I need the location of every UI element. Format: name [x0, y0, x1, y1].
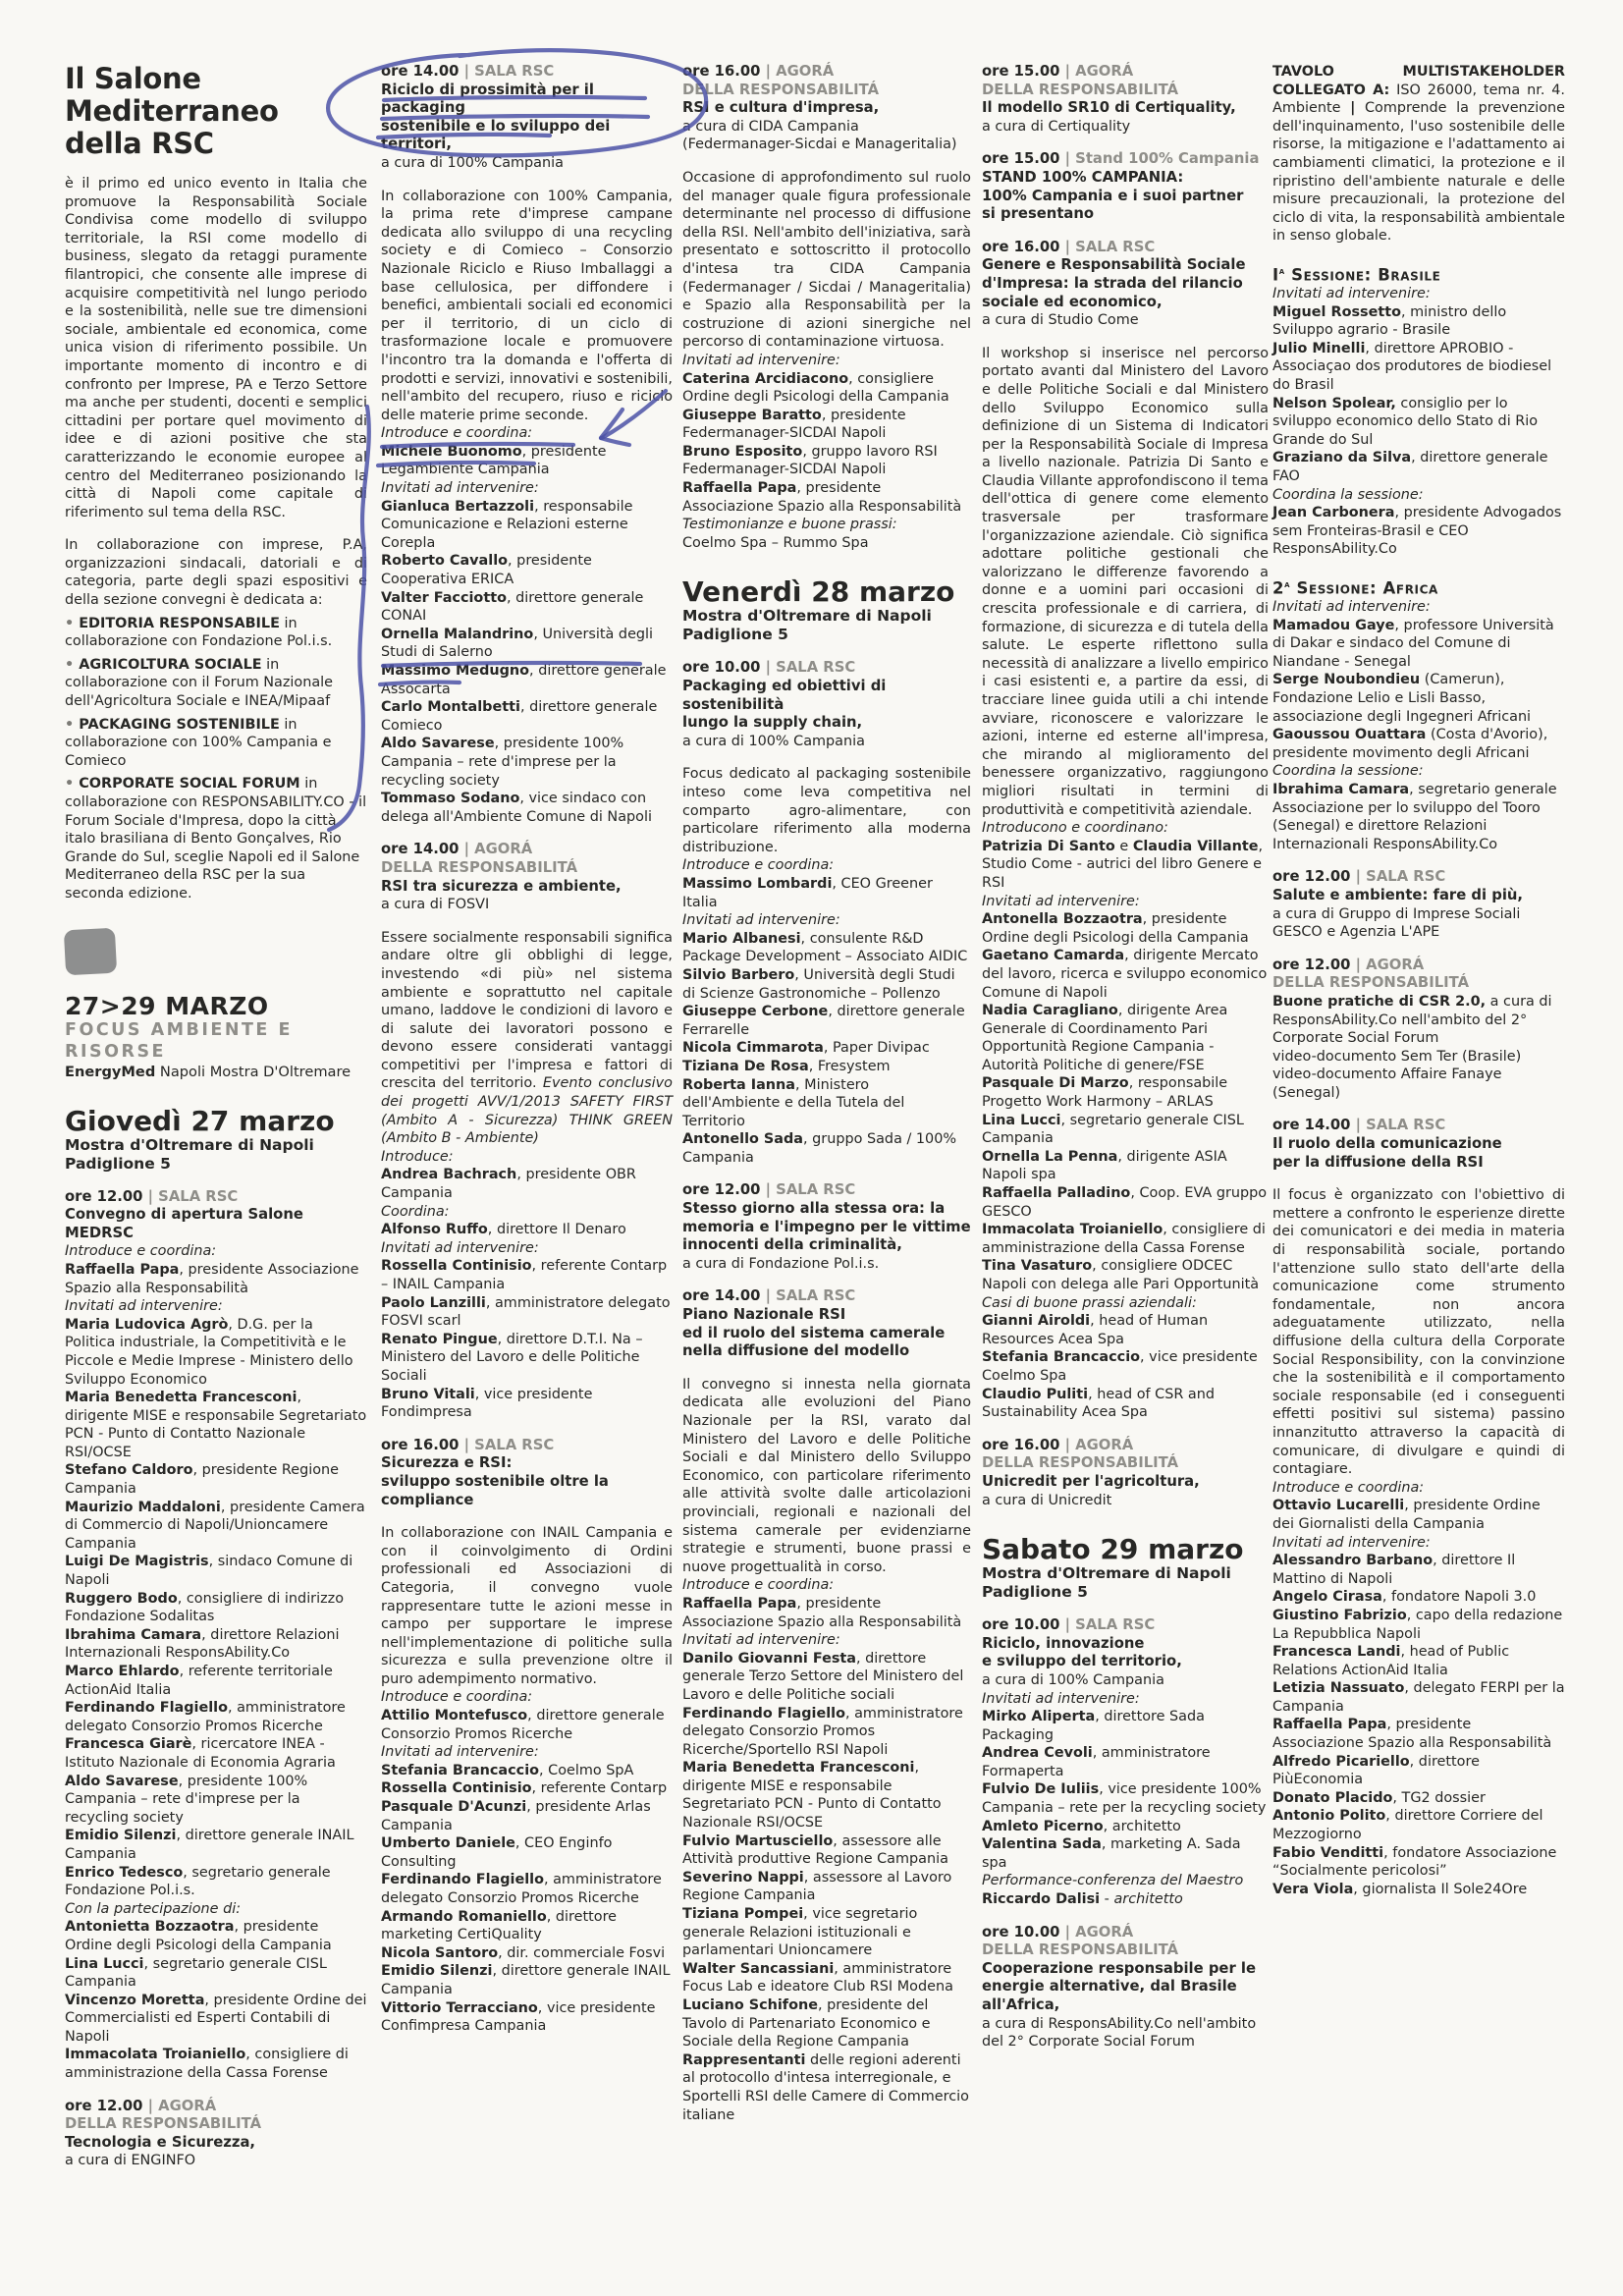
speaker-entry: Mario Albanesi, consulente R&D Package Development – Associato AIDIC [682, 930, 968, 965]
speaker-entry: Nicola Santoro, dir. commerciale Fosvi [381, 1944, 666, 1961]
session-time: ore 10.00 | SALA RSC [982, 1616, 1156, 1634]
paragraph: Essere socialmente responsabili significa andare oltre gli obblighi di legge, investendo «di più» nel sistema ambiente e soprattutto nel capitale umano, laddove le condizioni di lavoro e di salute dei lavoratori possono e devono essere considerati vantaggi competitivi per l'impresa e fattori di crescita del territorio. Evento conclusivo dei progetti AVV/1/2013 SAFETY FIRST (Ambito A - Sicurezza) THINK GREEN (Ambito B - Ambiente) [381, 929, 673, 1147]
paragraph: è il primo ed unico evento in Italia che promuove la Responsabilità Sociale Condivisa come modello di sviluppo territoriale, la RSI come modello di business, slegato da retaggi puramente filantropici, che consente alle imprese di acquisire competitività nel lungo periodo e la sostenibilità, nelle sue tre dimensioni sociale, ambientale ed economica, come unica vision di riferimento possibile. Un importante momento di incontro e di confronto per Imprese, PA e Terzo Settore ma anche per studenti, docenti e semplici cittadini per portare quel movimento di idee e di azioni positive che sta caratterizzando le economie europee al centro del Mediterraneo posizionando la città di Napoli come capitale di riferimento sul tema della RSC. [65, 176, 367, 520]
session-title: Stesso giorno alla stessa ora: la memoria e l'impegno per le vittime innocenti della criminalità, [682, 1200, 971, 1254]
role-label: Casi di buone prassi aziendali: [982, 1294, 1197, 1311]
speaker-entry: Vittorio Terracciano, vice presidente Confimpresa Campania [381, 1999, 656, 2035]
column-2 [381, 63, 673, 2036]
speaker-entry: Gaoussou Ouattara (Costa d'Avorio), presidente movimento degli Africani [1272, 727, 1548, 761]
role-label: Invitati ad intervenire: [682, 912, 840, 929]
event-logo [64, 927, 117, 975]
role-label: Invitati ad intervenire: [1272, 1534, 1431, 1551]
speaker-entry: Fabio Venditti, fondatore Associazione “Socialmente pericolosi” [1272, 1844, 1557, 1880]
paragraph: In collaborazione con INAIL Campania e con il coinvolgimento di Ordini professionali ed Associazioni di Categoria, il convegno vuole rappresentare tutte le azioni messe in campo per supportare le imprese nell'implementazione di politiche sulla sicurezza e sulla prevenzione oltre il puro adempimento normativo. [381, 1525, 673, 1687]
session-time: ore 16.00 | AGORÁ DELLA RESPONSABILITÁ [682, 63, 880, 98]
venue-lines: Mostra d'Oltremare di Napoli Padiglione 5 [682, 607, 932, 644]
speaker-entry: Armando Romaniello, direttore marketing CertiQuality [381, 1908, 618, 1943]
bullet-item: • PACKAGING SOSTENIBILE in collaborazione con 100% Campania e Comieco [65, 716, 332, 769]
session-subtitle: video-documento Sem Ter (Brasile) video-documento Affaire Fanaye (Senegal) [1272, 1048, 1522, 1101]
session-subtitle: a cura di 100% Campania [381, 154, 564, 171]
session-subtitle: a cura di Studio Come [982, 312, 1139, 329]
speaker-entry: Aldo Savarese, presidente 100% Campania – rete d'imprese per la recycling society [65, 1773, 308, 1826]
role-label: Invitati ad intervenire: [682, 352, 840, 368]
speaker-entry: Rossella Continisio, referente Contarp – INAIL Campania [381, 1258, 668, 1292]
speaker-entry: Coelmo Spa – Rummo Spa [682, 534, 869, 551]
speaker-entry: Francesca Landi, head of Public Relations ActionAid Italia [1272, 1644, 1510, 1678]
role-label: Invitati ad intervenire: [1272, 599, 1431, 616]
speaker-entry: Michele Buonomo, presidente Legambiente Campania [381, 443, 607, 478]
speaker-entry: Pasquale D'Acunzi, presidente Arlas Campania [381, 1799, 651, 1833]
session-heading: $I^a$ Sessione: Brasile [1272, 265, 1441, 285]
speaker-entry: Silvio Barbero, Università degli Studi di Scienze Gastronomiche – Pollenzo [682, 966, 955, 1002]
speaker-entry: Immacolata Troianiello, consigliere di amministrazione della Cassa Forense [65, 2047, 349, 2082]
session-time: ore 14.00 | SALA RSC [1272, 1117, 1446, 1134]
speaker-entry: Luigi De Magistris, sindaco Comune di Napoli [65, 1554, 353, 1589]
speaker-entry: Luciano Schifone, presidente del Tavolo di Partenariato Economico e Sociale della Regione Campania [682, 1997, 931, 2050]
role-label: Introduce: [381, 1148, 454, 1165]
speaker-entry: Raffaella Papa, presidente Associazione Spazio alla Responsabilità [65, 1261, 359, 1296]
speaker-entry: Andrea Cevoli, amministratore Formaperta [982, 1745, 1211, 1779]
speaker-entry: Severino Nappi, assessore al Lavoro Regione Campania [682, 1869, 952, 1904]
focus-theme: FOCUS AMBIENTE E RISORSE [65, 1019, 293, 1062]
session-title: STAND 100% CAMPANIA: 100% Campania e i suoi partner si presentano [982, 168, 1244, 223]
speaker-entry: Ferdinando Flagiello, amministratore delegato Consorzio Promos Ricerche [65, 1700, 346, 1734]
speaker-entry: Jean Carbonera, presidente Advogados sem Fronteiras-Brasil e CEO ResponsAbility.Co [1272, 505, 1562, 558]
role-label: Coordina la sessione: [1272, 763, 1424, 780]
bullet-item: • AGRICOLTURA SOCIALE in collaborazione con il Forum Nazionale dell'Agricoltura Sociale e INEA/Mipaaf [65, 656, 334, 710]
speaker-entry: Paolo Lanzilli, amministratore delegato FOSVI scarl [381, 1294, 671, 1330]
session-title: Piano Nazionale RSI ed il ruolo del sistema camerale nella diffusione del modello [682, 1306, 946, 1360]
speaker-entry: Alessandro Barbano, direttore Il Mattino di Napoli [1272, 1553, 1516, 1587]
session-title: Salute e ambiente: fare di più, [1272, 886, 1524, 903]
session-subtitle: a cura di Certiquality [982, 118, 1131, 135]
speaker-entry: Carlo Montalbetti, direttore generale Comieco [381, 699, 658, 734]
speaker-entry: Lina Lucci, segretario generale CISL Campania [982, 1112, 1244, 1147]
session-time: ore 16.00 | SALA RSC [982, 238, 1156, 255]
speaker-entry: Tiziana De Rosa, Fresystem [682, 1058, 891, 1074]
session-time: ore 14.00 | AGORÁ DELLA RESPONSABILITÁ [381, 841, 578, 876]
speaker-entry: Francesca Giarè, ricercatore INEA - Istituto Nazionale di Economia Agraria [65, 1736, 336, 1771]
session-time: ore 12.00 | AGORÁ DELLA RESPONSABILITÁ [65, 2097, 262, 2133]
speaker-entry: Stefania Brancaccio, vice presidente Coelmo Spa [982, 1349, 1258, 1384]
speaker-entry: Graziano da Silva, direttore generale FAO [1272, 450, 1548, 484]
session-time: ore 12.00 | SALA RSC [682, 1181, 856, 1199]
speaker-entry: Maurizio Maddaloni, presidente Camera di Commercio di Napoli/Unioncamere Campania [65, 1499, 365, 1552]
speaker-entry: Miguel Rossetto, ministro dello Sviluppo agrario - Brasile [1272, 303, 1507, 339]
speaker-entry: Rappresentanti delle regioni aderenti al protocollo d'intesa interregionale, e Sportelli RSI delle Camere di Commercio italiane [682, 2051, 969, 2123]
speaker-entry: Giuseppe Baratto, presidente Federmanager-SICDAI Napoli [682, 407, 906, 442]
session-title: Sicurezza e RSI: sviluppo sostenibile oltre la compliance [381, 1454, 609, 1508]
speaker-entry: Roberto Cavallo, presidente Cooperativa ERICA [381, 553, 592, 588]
column-4 [982, 63, 1269, 2051]
speaker-entry: Gianni Airoldi, head of Human Resources Acea Spa [982, 1313, 1209, 1347]
paragraph: In collaborazione con imprese, P.A, organizzazioni sindacali, datoriali e di categoria, parte degli spazi espositivi e della sezione convegni è dedicata a: [65, 537, 367, 609]
session-title: RSI e cultura d'impresa, [682, 99, 880, 117]
speaker-entry: Massimo Medugno, direttore generale Assocarta [381, 663, 667, 697]
session-title: Convegno di apertura Salone MEDRSC [65, 1206, 303, 1241]
speaker-entry: Bruno Vitali, vice presidente Fondimpresa [381, 1386, 593, 1421]
session-subtitle: a cura di CIDA Campania (Federmanager-Sicdai e Manageritalia) [682, 118, 957, 153]
role-label: Introduce e coordina: [381, 425, 533, 442]
speaker-entry: Giuseppe Cerbone, direttore generale Ferrarelle [682, 1004, 965, 1038]
speaker-entry: Ibrahima Camara, segretario generale Associazione per lo sviluppo del Tooro (Senegal) e direttore Relazioni Internazionali ResponsAbility.Co [1272, 781, 1557, 852]
bullet-item: • CORPORATE SOCIAL FORUM in collaborazione con RESPONSABILITY.CO - il Forum Sociale d'Impresa, dopo la città italo brasiliana di Bento Gonçalves, Rio Grande do Sul, sceglie Napoli ed il Salone Mediterraneo della RSC per la sua seconda edizione. [65, 776, 367, 902]
day-heading: Giovedì 27 marzo [65, 1104, 335, 1137]
paragraph: Occasione di approfondimento sul ruolo del manager quale figura professionale determinante nel processo di diffusione della RSI. Nell'ambito dell'iniziativa, sarà presentato e sottoscritto il protocollo d'intesa tra CIDA Campania (Federmanager / Sicdai / Manageritalia) e Spazio alla Responsabilità per la costruzione di azioni sinergiche nel percorso di contaminazione virtuosa. [682, 169, 971, 351]
energymed-line: EnergyMed Napoli Mostra D'Oltremare [65, 1063, 352, 1080]
speaker-entry: Roberta Ianna, Ministero dell'Ambiente e della Tutela del Territorio [682, 1076, 905, 1129]
speaker-entry: Tommaso Sodano, vice sindaco con delega all'Ambiente Comune di Napoli [381, 791, 652, 825]
session-time: ore 14.00 | SALA RSC [381, 63, 555, 80]
role-label: Invitati ad intervenire: [982, 1690, 1140, 1707]
column-1 [65, 63, 367, 2170]
session-subtitle: a cura di Gruppo di Imprese Sociali GESCO e Agenzia L'APE [1272, 905, 1521, 941]
role-label: Invitati ad intervenire: [65, 1298, 223, 1315]
day-heading: Venerdì 28 marzo [682, 575, 955, 609]
speaker-entry: Gianluca Bertazzoli, responsabile Comunicazione e Relazioni esterne Corepla [381, 498, 633, 551]
session-title: Riciclo di prossimità per il packaging sostenibile e lo sviluppo dei territori, [381, 81, 611, 153]
paragraph: TAVOLO MULTISTAKEHOLDER COLLEGATO A: ISO 26000, tema nr. 4. Ambiente | Comprende la prevenzione dell'inquinamento, l'uso sostenibile delle risorse, la mitigazione e l'adattamento ai cambiamenti climatici, la protezione e il ripristino dell'ambiente naturale e delle misure precauzionali, la protezione del ciclo di vita, la responsabilità ambientale in senso globale. [1272, 64, 1565, 245]
speaker-entry: Ferdinando Flagiello, amministratore delegato Consorzio Promos Ricerche [381, 1872, 662, 1906]
speaker-entry: Antonietta Bozzaotra, presidente Ordine degli Psicologi della Campania [65, 1919, 332, 1953]
session-time: ore 16.00 | SALA RSC [381, 1436, 555, 1453]
speaker-entry: Claudio Puliti, head of CSR and Sustainability Acea Spa [982, 1386, 1215, 1421]
speaker-entry: Tiziana Pompei, vice segretario generale Relazioni istituzionali e parlamentari Unioncamere [682, 1906, 918, 1959]
role-label: Introduce e coordina: [682, 857, 835, 874]
speaker-entry: Aldo Savarese, presidente 100% Campania – rete d'imprese per la recycling society [381, 736, 624, 789]
speaker-entry: Alfredo Picariello, direttore PiùEconomia [1272, 1753, 1480, 1788]
role-label: Invitati ad intervenire: [682, 1632, 840, 1649]
speaker-entry: Ornella La Penna, dirigente ASIA Napoli spa [982, 1148, 1227, 1183]
speaker-entry: Gaetano Camarda, dirigente Mercato del lavoro, ricerca e sviluppo economico Comune di Napoli [982, 948, 1268, 1001]
session-time: ore 15.00 | AGORÁ DELLA RESPONSABILITÁ [982, 63, 1179, 98]
speaker-entry: Emidio Silenzi, direttore generale INAIL Campania [65, 1828, 354, 1862]
speaker-entry: Donato Placido, TG2 dossier [1272, 1789, 1486, 1806]
speaker-entry: Enrico Tedesco, segretario generale Fondazione Pol.i.s. [65, 1864, 331, 1899]
speaker-entry: Raffaella Papa, presidente Associazione Spazio alla Responsabilità [1272, 1717, 1552, 1752]
speaker-entry: Caterina Arcidiacono, consigliere Ordine degli Psicologi della Campania [682, 370, 949, 406]
session-subtitle: a cura di Unicredit [982, 1492, 1112, 1508]
session-title: Il modello SR10 di Certiquality, [982, 99, 1236, 117]
column-5 [1272, 63, 1565, 1898]
day-heading: Sabato 29 marzo [982, 1533, 1244, 1566]
session-time: ore 12.00 | AGORÁ DELLA RESPONSABILITÁ [1272, 956, 1470, 992]
session-subtitle: a cura di Fondazione Pol.i.s. [682, 1255, 880, 1272]
speaker-entry: Angelo Cirasa, fondatore Napoli 3.0 [1272, 1589, 1537, 1606]
session-title: Riciclo, innovazione e sviluppo del territorio, [982, 1634, 1182, 1670]
paragraph: In collaborazione con 100% Campania, la prima rete d'imprese campane dedicata allo sviluppo di una recycling society e di Comieco – Consorzio Nazionale Riciclo e Riuso Imballaggi a base cellulosica, per diffondere i benefici, ambientali sociali ed economici per il territorio, di un ciclo di trasformazione locale e promuovere l'incontro tra la domanda e l'offerta di prodotti e servizi, innovativi e sostenibili, nell'ambito del recupero, riuso e riciclo delle materie prime seconde. [381, 188, 673, 423]
speaker-entry: Lina Lucci, segretario generale CISL Campania [65, 1955, 327, 1991]
session-title: Tecnologia e Sicurezza, [65, 2133, 256, 2151]
paragraph: Il workshop si inserisce nel percorso portato avanti dal Ministero del Lavoro e delle Politiche Sociali e dal Ministero dello Sviluppo Economico sulla definizione di un Sistema di Indicatori per la Responsabilità Sociale di Impresa a livello nazionale. Patrizia Di Santo e Claudia Villante approfondiscono il tema dell'ottica di genere come elemento trasversale per trasformare l'organizzazione aziendale. Ciò significa adottare politiche gestionali che valorizzano le differenze favorendo a donne e a uomini pari occasioni di crescita professionale e di carriera, di formazione, di sicurezza e di tutela della salute. Le esperte riflettono sulla necessità di analizzare a livello empirico i casi esistenti e, a partire da essi, di tracciare linee guida utili a chi intende avviare, riconoscere e valorizzare le azioni, interne ed esterne all'impresa, che mirando al miglioramento del benessere organizzativo, raggiungono migliori risultati in termini di produttività e competitività aziendale. [982, 345, 1269, 818]
role-label: Coordina la sessione: [1272, 486, 1424, 503]
speaker-entry: Nadia Caragliano, dirigente Area Generale di Coordinamento Pari Opportunità Regione Campania - Autorità Politiche di genere/FSE [982, 1003, 1228, 1073]
speaker-entry: Maria Benedetta Francesconi, dirigente MISE e responsabile Segretariato PCN - Punto di Contatto Nazionale RSI/OCSE [65, 1390, 367, 1460]
speaker-entry: Ibrahima Camara, direttore Relazioni Internazionali ResponsAbility.Co [65, 1626, 340, 1662]
session-subtitle: a cura di FOSVI [381, 897, 490, 913]
speaker-entry: Antonella Bozzaotra, presidente Ordine degli Psicologi della Campania [982, 911, 1249, 946]
speaker-entry: Raffaella Papa, presidente Associazione Spazio alla Responsabilità [682, 480, 962, 515]
speaker-entry: Nelson Spolear, consiglio per lo sviluppo economico dello Stato di Rio Grande do Sul [1272, 395, 1539, 448]
role-label: Testimonianze e buone prassi: [682, 517, 897, 533]
speaker-entry: Antonio Polito, direttore Corriere del Mezzogiorno [1272, 1808, 1543, 1843]
role-label: Invitati ad intervenire: [1272, 286, 1431, 302]
session-title: Cooperazione responsabile per le energie alternative, dal Brasile all'Africa, [982, 1959, 1257, 2013]
session-subtitle: a cura di 100% Campania [682, 733, 865, 749]
session-time: ore 12.00 | SALA RSC [1272, 868, 1446, 886]
speaker-entry: Immacolata Troianiello, consigliere di amministrazione della Cassa Forense [982, 1222, 1266, 1256]
speaker-entry: Renato Pingue, direttore D.T.I. Na – Ministero del Lavoro e delle Politiche Sociali [381, 1331, 643, 1384]
speaker-entry: Maria Ludovica Agrò, D.G. per la Politica industriale, la Competitività e le Piccole e Medie Imprese - Ministero dello Sviluppo Economico [65, 1316, 353, 1388]
role-label: Introduce e coordina: [65, 1243, 217, 1260]
speaker-entry: Andrea Bachrach, presidente OBR Campania [381, 1167, 636, 1202]
speaker-entry: Bruno Esposito, gruppo lavoro RSI Federmanager-SICDAI Napoli [682, 443, 938, 478]
page-title: Il Salone Mediterraneo della RSC [65, 62, 279, 160]
speaker-entry: Marco Ehlardo, referente territoriale ActionAid Italia [65, 1664, 333, 1698]
speaker-entry: Nicola Cimmarota, Paper Divipac [682, 1040, 930, 1057]
role-label: Introduce e coordina: [381, 1689, 533, 1706]
venue-lines: Mostra d'Oltremare di Napoli Padiglione 5 [982, 1564, 1231, 1602]
speaker-entry: Ottavio Lucarelli, presidente Ordine dei Giornalisti della Campania [1272, 1498, 1541, 1532]
paragraph: Focus dedicato al packaging sostenibile inteso come leva competitiva nel comparto agro-alimentare, con particolare riferimento alla moderna distribuzione. [682, 766, 971, 855]
role-label: Introducono e coordinano: [982, 820, 1168, 837]
date-range: 27>29 MARZO [65, 991, 269, 1020]
speaker-entry: Stefania Brancaccio, Coelmo SpA [381, 1762, 634, 1778]
session-time: ore 10.00 | SALA RSC [682, 659, 856, 677]
speaker-entry: Vincenzo Moretta, presidente Ordine dei Commercialisti ed Esperti Contabili di Napoli [65, 1992, 367, 2045]
speaker-entry: Patrizia Di Santo e Claudia Villante, Studio Come - autrici del libro Genere e RSI [982, 838, 1264, 891]
paragraph: Il convegno si innesta nella giornata dedicata alle evoluzioni del Piano Nazionale per la RSI, varato dal Ministero del Lavoro e delle Politiche Sociali e dal Ministero dello Sviluppo Economico, con particolare riferimento alle attività svolte dalle articolazioni provinciali, regionali e nazionali del sistema camerale per evidenziarne strategie e strumenti, buone prassi e nuove progettualità in corso. [682, 1376, 971, 1575]
speaker-entry: Raffaella Palladino, Coop. EVA gruppo GESCO [982, 1185, 1268, 1220]
session-subtitle: a cura di ENGINFO [65, 2153, 196, 2169]
role-label: Performance-conferenza del Maestro [982, 1873, 1244, 1889]
speaker-entry: Valter Facciotto, direttore generale CONAI [381, 589, 644, 625]
role-label: Coordina: [381, 1203, 450, 1220]
speaker-entry: Ruggero Bodo, consigliere di indirizzo Fondazione Sodalitas [65, 1590, 345, 1625]
speaker-entry: Emidio Silenzi, direttore generale INAIL Campania [381, 1963, 671, 1997]
speaker-entry: Mamadou Gaye, professore Università di Dakar e sindaco del Comune di Niandane - Senegal [1272, 617, 1554, 670]
speaker-entry: Fulvio Martusciello, assessore alle Attività produttive Regione Campania [682, 1832, 948, 1868]
session-time: ore 15.00 | Stand 100% Campania [982, 150, 1260, 168]
role-label: Introduce e coordina: [1272, 1479, 1425, 1496]
speaker-entry: Ferdinando Flagiello, amministratore delegato Consorzio Promos Ricerche/Sportello RSI Napoli [682, 1705, 963, 1758]
bullet-item: • EDITORIA RESPONSABILE in collaborazione con Fondazione Pol.i.s. [65, 615, 333, 650]
session-subtitle: a cura di 100% Campania [982, 1671, 1164, 1688]
speaker-entry: Fulvio De Iuliis, vice presidente 100% Campania – rete per la recycling society [982, 1781, 1267, 1817]
speaker-entry: Serge Noubondieu (Camerun), Fondazione Lelio e Lisli Basso, associazione degli Ingegneri Africani [1272, 672, 1532, 725]
role-label: Con la partecipazione di: [65, 1900, 242, 1917]
paragraph: Il focus è organizzato con l'obiettivo di mettere a confronto le esperienze dirette dei comunicatori e dei media in materia di responsabilità sociale, portando l'attenzione sullo stato dell'arte della comunicazione come strumento fondamentale, non ancora adeguatamente utilizzato, nella diffusione della cultura della Corporate Social Responsibility, con la convinzione che la sostenibilità e il comportamento sociale responsabile (ed i conseguenti effetti positivi sul sistema) passino innanzitutto attraverso la capacità di comunicare, di divulgare e quindi di contagiare. [1272, 1187, 1565, 1478]
speaker-entry: Julio Minelli, direttore APROBIO - Associaçao dos produtores de biodiesel do Brasil [1272, 340, 1552, 393]
speaker-entry: Maria Benedetta Francesconi, dirigente MISE e responsabile Segretariato PCN - Punto di Contatto Nazionale RSI/OCSE [682, 1760, 942, 1831]
role-label: Invitati ad intervenire: [982, 893, 1140, 909]
speaker-entry: Umberto Daniele, CEO Enginfo Consulting [381, 1835, 613, 1870]
session-subtitle: Buone pratiche di CSR 2.0, a cura di ResponsAbility.Co nell'ambito del 2° Corporate Social Forum [1272, 993, 1552, 1047]
speaker-entry: Alfonso Ruffo, direttore Il Denaro [381, 1222, 626, 1238]
session-title: RSI tra sicurezza e ambiente, [381, 877, 622, 895]
session-time: ore 12.00 | SALA RSC [65, 1187, 239, 1205]
speaker-entry: Giustino Fabrizio, capo della redazione La Repubblica Napoli [1272, 1607, 1563, 1642]
venue-lines: Mostra d'Oltremare di Napoli Padiglione 5 [65, 1135, 314, 1173]
speaker-entry: Riccardo Dalisi - architetto [982, 1891, 1183, 1908]
role-label: Invitati ad intervenire: [381, 480, 539, 497]
session-time: ore 14.00 | SALA RSC [682, 1287, 856, 1305]
session-title: Genere e Responsabilità Sociale d'Impresa: la strada del rilancio sociale ed economico, [982, 256, 1246, 310]
session-subtitle: a cura di ResponsAbility.Co nell'ambito del 2° Corporate Social Forum [982, 2015, 1257, 2050]
session-heading: 2$^a$ Sessione: Africa [1272, 578, 1438, 598]
speaker-entry: Mirko Aliperta, direttore Sada Packaging [982, 1709, 1205, 1743]
session-time: ore 10.00 | AGORÁ DELLA RESPONSABILITÁ [982, 1923, 1179, 1959]
role-label: Introduce e coordina: [682, 1577, 835, 1594]
speaker-entry: Amleto Picerno, architetto [982, 1818, 1181, 1834]
speaker-entry: Raffaella Papa, presidente Associazione Spazio alla Responsabilità [682, 1595, 962, 1630]
speaker-entry: Pasquale Di Marzo, responsabile Progetto Work Harmony – ARLAS [982, 1075, 1228, 1111]
role-label: Invitati ad intervenire: [381, 1744, 539, 1761]
speaker-entry: Rossella Continisio, referente Contarp [381, 1780, 668, 1797]
speaker-entry: Danilo Giovanni Festa, direttore generale Terzo Settore del Ministero del Lavoro e delle Politiche sociali [682, 1650, 964, 1703]
session-title: Packaging ed obiettivi di sostenibilità lungo la supply chain, [682, 678, 887, 732]
speaker-entry: Massimo Lombardi, CEO Greener Italia [682, 875, 933, 910]
speaker-entry: Antonello Sada, gruppo Sada / 100% Campania [682, 1131, 957, 1166]
speaker-entry: Valentina Sada, marketing A. Sada spa [982, 1836, 1241, 1871]
speaker-entry: Walter Sancassiani, amministratore Focus Lab e ideatore Club RSI Modena [682, 1960, 953, 1995]
role-label: Invitati ad intervenire: [381, 1239, 539, 1256]
speaker-entry: Vera Viola, giornalista Il Sole24Ore [1272, 1881, 1528, 1897]
session-title: Il ruolo della comunicazione per la diffusione della RSI [1272, 1135, 1502, 1171]
speaker-entry: Attilio Montefusco, direttore generale Consorzio Promos Ricerche [381, 1708, 665, 1742]
speaker-entry: Ornella Malandrino, Università degli Studi di Salerno [381, 626, 654, 661]
speaker-entry: Stefano Caldoro, presidente Regione Campania [65, 1462, 340, 1498]
session-time: ore 16.00 | AGORÁ DELLA RESPONSABILITÁ [982, 1436, 1179, 1472]
session-title: Unicredit per l'agricoltura, [982, 1472, 1200, 1490]
column-3 [682, 63, 971, 2124]
speaker-entry: Tina Vasaturo, consigliere ODCEC Napoli con delega alle Pari Opportunità [982, 1258, 1260, 1292]
speaker-entry: Letizia Nassuato, delegato FERPI per la Campania [1272, 1680, 1565, 1715]
